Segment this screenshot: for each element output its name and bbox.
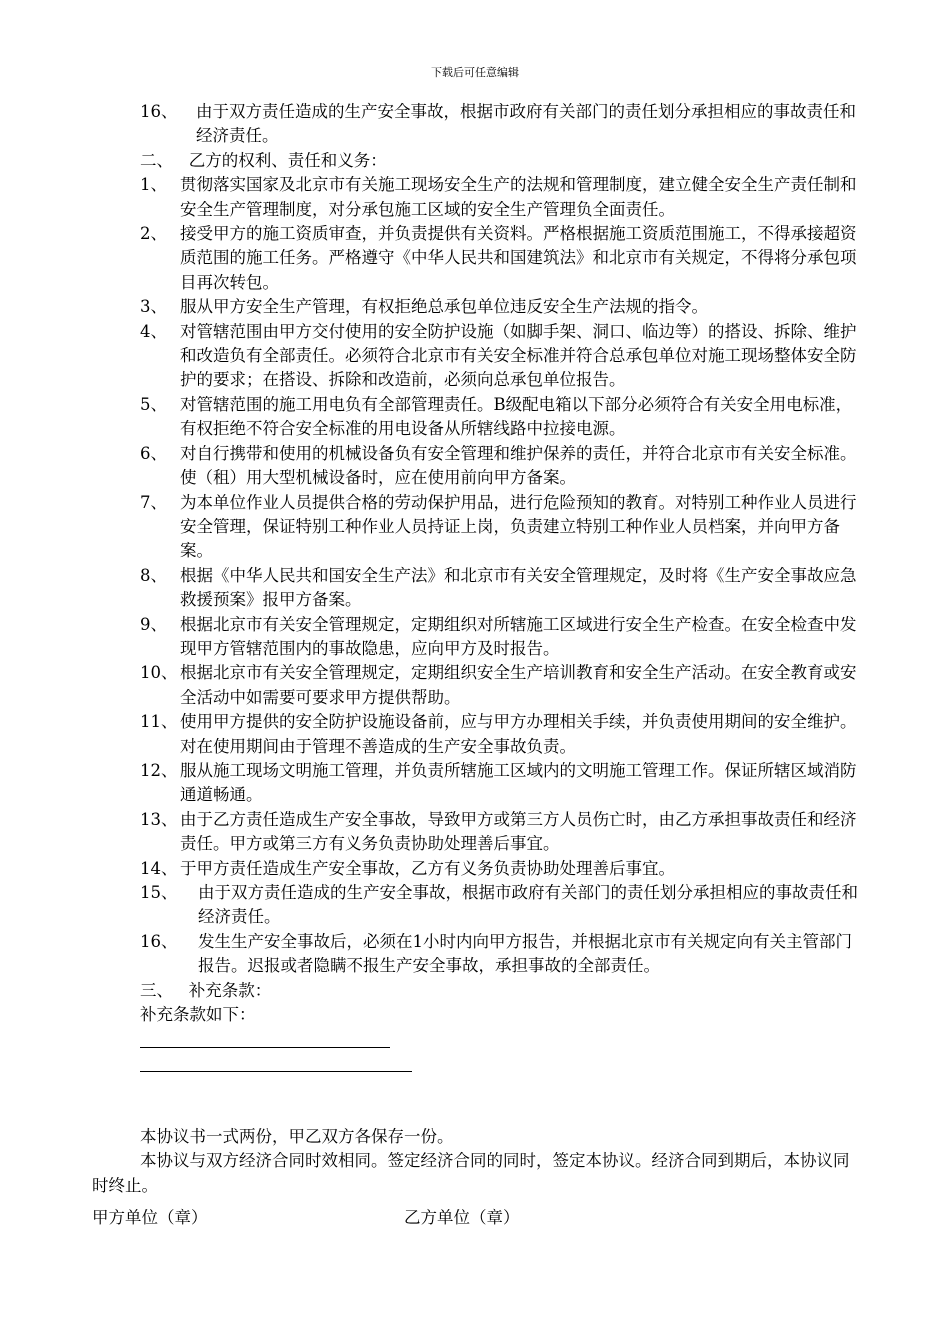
- clause-number: 15、: [140, 883, 178, 902]
- clause-number: 4、: [140, 321, 167, 341]
- clause-13: [140, 808, 860, 857]
- clause-14: [140, 857, 860, 881]
- blank-underline: [140, 1047, 390, 1048]
- clause-number: 7、: [140, 492, 167, 512]
- clause-text: 根据《中华人民共和国安全生产法》和北京市有关安全管理规定，及时将《生产安全事故应急救援预案》报甲方备案。: [180, 565, 857, 610]
- clause-15: [140, 881, 860, 930]
- clause-number: 11、: [140, 712, 178, 732]
- clause-5: [140, 393, 860, 442]
- clause-12: [140, 759, 860, 808]
- clause-6: [140, 442, 860, 491]
- clause-8: [140, 564, 860, 613]
- clause-2: [140, 222, 860, 295]
- clause-text: 由于双方责任造成的生产安全事故，根据市政府有关部门的责任划分承担相应的事故责任和经济责任。: [198, 883, 858, 927]
- blank-underline: [140, 1071, 412, 1072]
- section-2-heading: 二、 乙方的权利、责任和义务：: [140, 150, 387, 170]
- clause-1: [140, 173, 860, 222]
- clause-number: 14、: [140, 858, 178, 878]
- clause-text: 根据北京市有关安全管理规定，定期组织对所辖施工区域进行安全生产检查。在安全检查中发现甲方管辖范围内的事故隐患，应向甲方及时报告。: [180, 614, 857, 658]
- clause-number: 13、: [140, 809, 178, 829]
- clause-text: 使用甲方提供的安全防护设施设备前，应与甲方办理相关手续，并负责使用期间的安全维护。对在使用期间由于管理不善造成的生产安全事故负责。: [180, 712, 857, 756]
- clause-text: 由于双方责任造成的生产安全事故，根据市政府有关部门的责任划分承担相应的事故责任和经济责任。: [196, 102, 856, 146]
- clause-text: 由于乙方责任造成生产安全事故，导致甲方或第三方人员伤亡时，由乙方承担事故责任和经济责任。甲方或第三方有义务负责协助处理善后事宜。: [180, 809, 857, 854]
- clause-text: 于甲方责任造成生产安全事故，乙方有义务负责协助处理善后事宜。: [180, 858, 675, 878]
- clause-text: 对管辖范围的施工用电负有全部管理责任。B级配电箱以下部分必须符合有关安全用电标准，有权拒绝不符合安全标准的用电设备从所辖线路中拉接电源。: [180, 394, 853, 439]
- clause-number: 6、: [140, 443, 167, 463]
- supplement-intro: 补充条款如下：: [140, 1005, 256, 1025]
- fill-in-line: [140, 1027, 860, 1051]
- clause-10: [140, 661, 860, 710]
- clause-16: [140, 930, 860, 979]
- clause-9: [140, 613, 860, 662]
- page-header-note: 下载后可任意编辑: [431, 66, 519, 79]
- clause-text: 服从甲方安全生产管理，有权拒绝总承包单位违反安全生产法规的指令。: [180, 297, 708, 317]
- closing-text: [92, 1125, 862, 1198]
- clause-text: 接受甲方的施工资质审查，并负责提供有关资料。严格根据施工资质范围施工，不得承接超资质范围的施工任务。严格遵守《中华人民共和国建筑法》和北京市有关规定，不得将分承包项目再次转包。: [180, 224, 857, 292]
- document-body: [140, 100, 860, 1076]
- clause-11: [140, 710, 860, 759]
- clause-text: 对管辖范围由甲方交付使用的安全防护设施（如脚手架、洞口、临边等）的搭设、拆除、维护和改造负有全部责任。必须符合北京市有关安全标准并符合总承包单位对施工现场整体安全防护的要求；在搭设、拆除和改造前，必须向总承包单位报告。: [180, 321, 857, 390]
- party-a-seal-label: 甲方单位（章）: [92, 1208, 208, 1227]
- closing-line-validity: 本协议与双方经济合同时效相同。签定经济合同的同时，签定本协议。经济合同到期后，本协议同时终止。: [92, 1151, 850, 1195]
- clause-text: 为本单位作业人员提供合格的劳动保护用品，进行危险预知的教育。对特别工种作业人员进行安全管理，保证特别工种作业人员持证上岗，负责建立特别工种作业人员档案，并向甲方备案。: [180, 492, 857, 561]
- clause-number: 2、: [140, 224, 167, 244]
- clause-3: [140, 295, 860, 319]
- clause-16-top: [140, 100, 860, 149]
- clause-7: [140, 491, 860, 564]
- clause-text: 发生生产安全事故后，必须在1小时内向甲方报告，并根据北京市有关规定向有关主管部门报告。迟报或者隐瞒不报生产安全事故，承担事故的全部责任。: [198, 931, 852, 976]
- clause-number: 16、: [140, 102, 178, 121]
- clause-number: 12、: [140, 760, 178, 780]
- closing-line-copies: 本协议书一式两份，甲乙双方各保存一份。: [140, 1127, 454, 1146]
- clause-text: 对自行携带和使用的机械设备负有安全管理和维护保养的责任，并符合北京市有关安全标准。使（租）用大型机械设备时，应在使用前向甲方备案。: [180, 443, 857, 488]
- clause-text: 贯彻落实国家及北京市有关施工现场安全生产的法规和管理制度，建立健全安全生产责任制和安全生产管理制度，对分承包施工区域的安全生产管理负全面责任。: [180, 175, 857, 219]
- section-3-heading: 三、 补充条款：: [140, 980, 272, 1000]
- clause-text: 服从施工现场文明施工管理，并负责所辖施工区域内的文明施工管理工作。保证所辖区域消防通道畅通。: [180, 760, 857, 805]
- clause-number: 8、: [140, 565, 167, 585]
- clause-text: 根据北京市有关安全管理规定，定期组织安全生产培训教育和安全生产活动。在安全教育或安全活动中如需要可要求甲方提供帮助。: [180, 663, 857, 707]
- clause-number: 3、: [140, 297, 167, 317]
- fill-in-line: [140, 1052, 860, 1076]
- clause-4: [140, 320, 860, 393]
- clause-number: 9、: [140, 614, 167, 634]
- party-b-seal-label: 乙方单位（章）: [404, 1208, 520, 1227]
- clause-number: 5、: [140, 394, 167, 414]
- clause-number: 16、: [140, 931, 178, 951]
- clause-number: 10、: [140, 663, 178, 683]
- clause-number: 1、: [140, 175, 167, 195]
